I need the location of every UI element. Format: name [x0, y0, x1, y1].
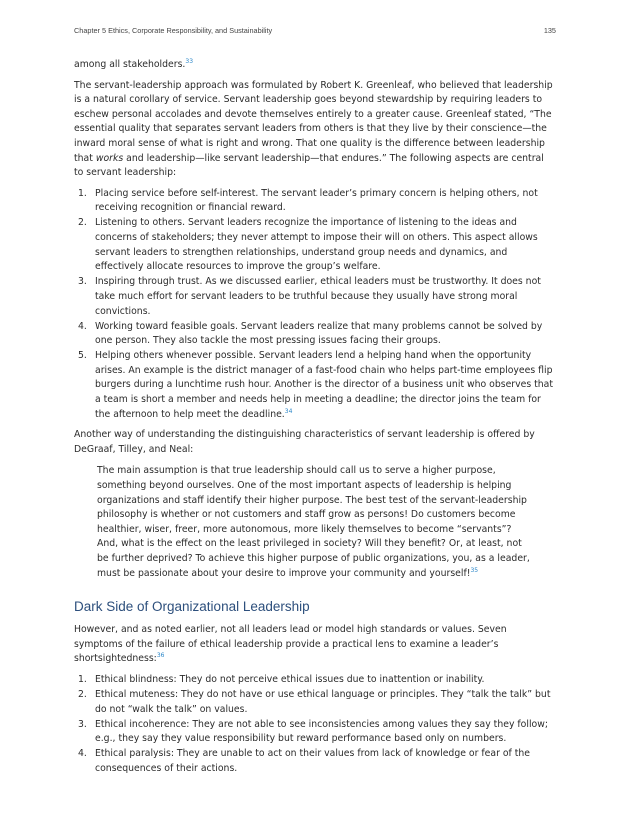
list-item [74, 216, 556, 274]
ethical-failure-symptoms-list [74, 673, 556, 777]
list-item [74, 275, 556, 319]
section-intro-paragraph [74, 623, 556, 667]
list-item-text: Ethical blindness: They do not perceive ethical issues due to inattention or inability. [95, 673, 485, 685]
chapter-title: Chapter 5 Ethics, Corporate Responsibility, and Sustainability [74, 26, 273, 35]
list-item [74, 688, 556, 717]
list-item [74, 718, 556, 747]
footnote-link[interactable]: 35 [470, 566, 479, 574]
list-item [74, 320, 556, 349]
servant-leadership-paragraph [74, 79, 556, 181]
list-item [74, 747, 556, 776]
servant-leadership-aspects-list [74, 187, 556, 423]
list-item-text: Helping others whenever possible. Servant leaders lend a helping hand when the opportunity arises. An example is the district manager of a fast-food chain who helps part-time employees flip burgers during a lunchtime rush hour. Another is the director of a business unit who observes that a team is short a member and needs help in meeting a deadline; the director joins the team for the afternoon to help meet the deadline. [95, 350, 554, 420]
list-number: 2. [78, 217, 87, 229]
quote-text: The main assumption is that true leadership should call us to serve a higher purpose, something beyond ourselves. One of the most important aspects of leadership is helping organizations and staff identify their higher purpose. The best test of the servant-leadership philosophy is whether or not customers and staff grow as persons! Do customers become healthier, wiser, freer, more autonomous, more likely themselves to become “servants”? And, what is the effect on the least privileged in society? Will they benefit? Or, at least, not be further deprived? To achieve this higher purpose of public organizations, you, as a leader, must be passionate about your desire to improve your community and yourself! [97, 465, 530, 579]
list-item [74, 349, 556, 422]
emphasis-text: works [95, 152, 124, 164]
page-body [74, 58, 556, 783]
list-item-text: Inspiring through trust. As we discussed earlier, ethical leaders must be trustworthy. It does not take much effort for servant leaders to be truthful because they usually have strong moral convictions. [95, 276, 541, 317]
paragraph-text: and leadership—like servant leadership—that endures.” The following aspects are central to servant leadership: [74, 152, 544, 179]
list-item [74, 187, 556, 216]
footnote-link[interactable]: 33 [185, 58, 194, 65]
paragraph-text: The servant-leadership approach was formulated by Robert K. Greenleaf, who believed that leadership is a natural corollary of service. Servant leadership goes beyond stewardship by requiring leaders to eschew personal accolades and devote themselves entirely to a greater cause. Greenleaf stated, “The essential quality that separates servant leaders from others is that they live by their conscience—the inward moral sense of what is right and wrong. That one quality is the difference between leadership that [74, 79, 553, 164]
list-item-text: Listening to others. Servant leaders recognize the importance of listening to the ideas and concerns of stakeholders; they never attempt to impose their will on others. This aspect allows servant leaders to strengthen relationships, understand group needs and dynamics, and effectively allocate resources to improve the group’s welfare. [95, 217, 538, 273]
list-number: 4. [78, 748, 87, 760]
running-header [74, 26, 556, 38]
list-item-text: Placing service before self-interest. The servant leader’s primary concern is helping others, not receiving recognition or financial reward. [95, 187, 538, 214]
list-number: 5. [78, 350, 87, 362]
list-item-text: Ethical muteness: They do not have or use ethical language or principles. They “talk the talk” but do not “walk the talk” on values. [95, 689, 551, 715]
list-number: 3. [78, 276, 87, 288]
footnote-link[interactable]: 36 [156, 652, 165, 660]
intro-text: among all stakeholders. [74, 59, 186, 70]
degraaf-paragraph: Another way of understanding the distinguishing characteristics of servant leadership is offered by DeGraaf, Tilley, and Neal: [74, 429, 535, 455]
list-item-text: Ethical paralysis: They are unable to act on their values from lack of knowledge or fear of the consequences of their actions. [95, 748, 531, 775]
list-number: 1. [78, 187, 87, 199]
section-heading: Dark Side of Organizational Leadership [74, 599, 310, 615]
list-item-text: Working toward feasible goals. Servant leaders realize that many problems cannot be solved by one person. They also tackle the most pressing issues facing their groups. [95, 320, 543, 347]
list-item-text: Ethical incoherence: They are not able to see inconsistencies among values they say they follow; e.g., they say they value responsibility but reward performance based only on numbers. [95, 718, 548, 745]
block-quote [97, 464, 530, 581]
list-number: 2. [78, 689, 87, 701]
list-item [74, 673, 556, 688]
footnote-link[interactable]: 34 [284, 407, 293, 415]
page-number: 135 [543, 26, 556, 35]
intro-paragraph [74, 58, 556, 73]
list-number: 4. [78, 320, 87, 332]
list-number: 3. [78, 718, 87, 730]
paragraph-text: However, and as noted earlier, not all leaders lead or model high standards or values. Seven symptoms of the failure of ethical leadership provide a practical lens to examine a leader’s shortsightedness: [74, 624, 507, 665]
list-number: 1. [78, 673, 87, 685]
